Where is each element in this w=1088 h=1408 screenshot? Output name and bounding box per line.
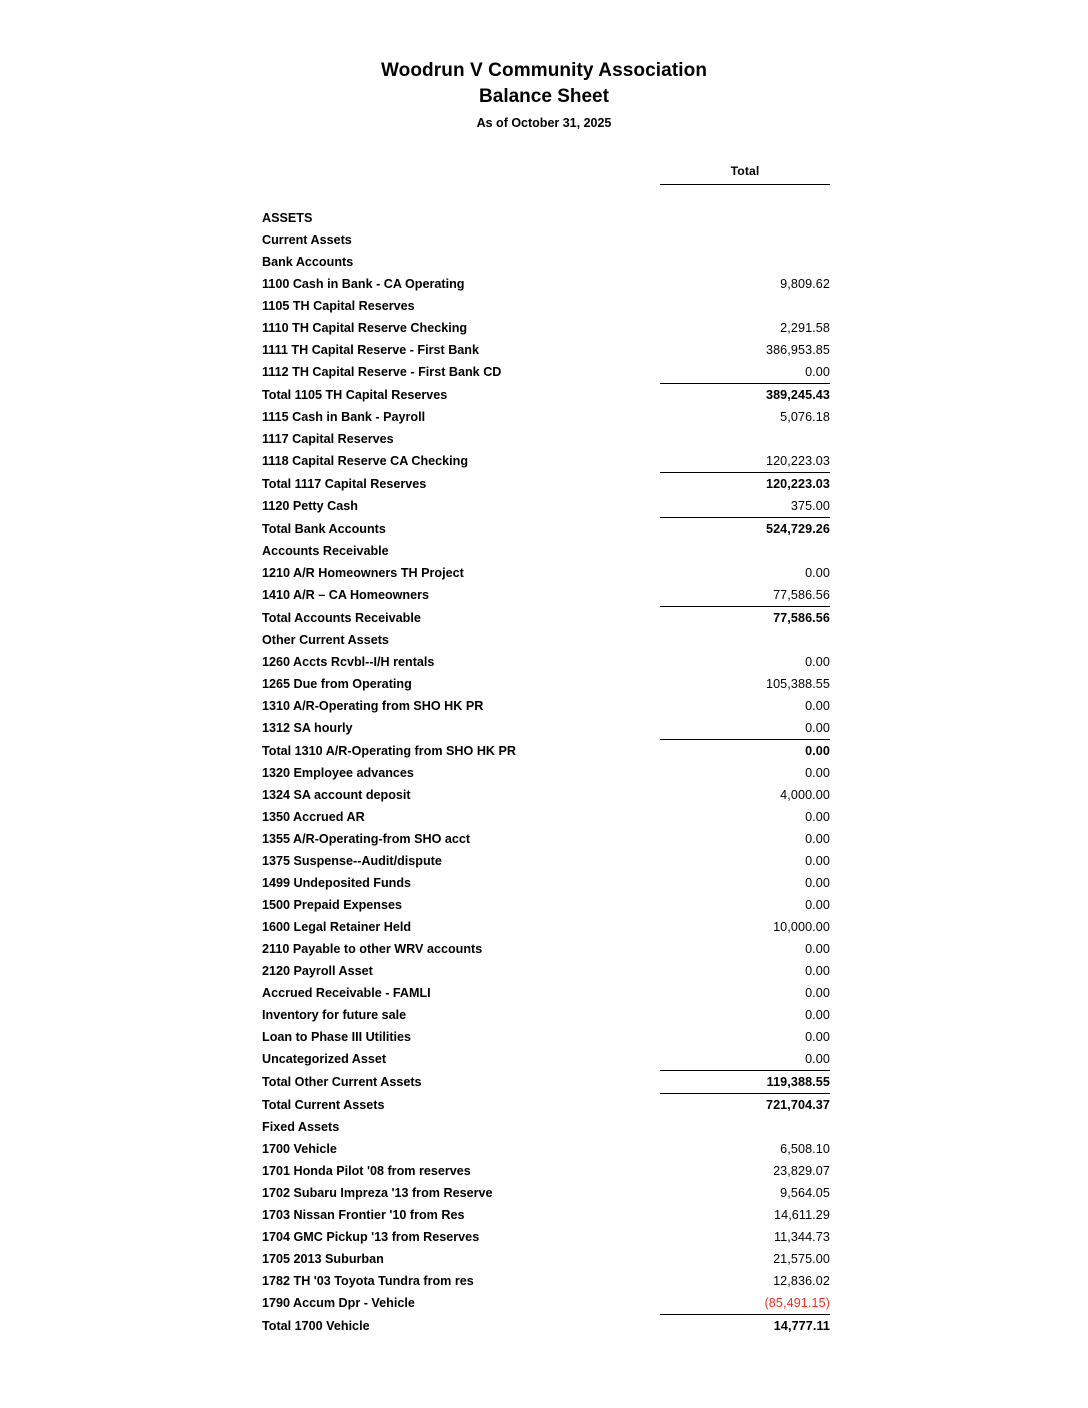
row-value: 721,704.37 <box>660 1093 830 1116</box>
row-label: 1500 Prepaid Expenses <box>262 897 403 912</box>
row-value: 105,388.55 <box>765 676 830 691</box>
table-row <box>262 1093 830 1116</box>
table-row <box>262 1270 830 1292</box>
row-value: 77,586.56 <box>660 606 830 629</box>
table-row <box>262 406 830 428</box>
row-label: 2110 Payable to other WRV accounts <box>262 941 483 956</box>
row-label: Total 1117 Capital Reserves <box>262 476 427 491</box>
row-value <box>660 251 830 273</box>
row-label: 1100 Cash in Bank - CA Operating <box>262 276 465 291</box>
row-label: Total Current Assets <box>262 1097 385 1112</box>
row-value: (85,491.15) <box>764 1295 830 1310</box>
row-label: 2120 Payroll Asset <box>262 963 373 978</box>
row-value: 0.00 <box>805 1029 830 1044</box>
row-label: 1210 A/R Homeowners TH Project <box>262 565 464 580</box>
row-label: 1700 Vehicle <box>262 1141 337 1156</box>
row-label: 1350 Accrued AR <box>262 809 365 824</box>
table-row <box>262 1248 830 1270</box>
balance-sheet-table <box>262 156 830 1337</box>
row-value <box>660 540 830 562</box>
table-row <box>262 673 830 695</box>
row-value <box>660 1116 830 1138</box>
table-row <box>262 383 830 406</box>
row-value: 0.00 <box>805 698 830 713</box>
row-label: ASSETS <box>262 210 313 225</box>
table-row <box>262 938 830 960</box>
row-value: 0.00 <box>805 809 830 824</box>
row-label: Accrued Receivable - FAMLI <box>262 985 431 1000</box>
row-label: 1320 Employee advances <box>262 765 414 780</box>
row-label: Total 1700 Vehicle <box>262 1318 370 1333</box>
table-row <box>262 629 830 651</box>
table-row <box>262 1004 830 1026</box>
row-value: 389,245.43 <box>660 383 830 406</box>
table-row <box>262 1138 830 1160</box>
row-label: 1111 TH Capital Reserve - First Bank <box>262 342 479 357</box>
row-value <box>660 428 830 450</box>
table-row <box>262 1226 830 1248</box>
table-row <box>262 229 830 251</box>
table-row <box>262 806 830 828</box>
table-row <box>262 916 830 938</box>
row-value: 11,344.73 <box>774 1229 830 1244</box>
row-label: 1790 Accum Dpr - Vehicle <box>262 1296 415 1310</box>
table-row <box>262 1026 830 1048</box>
row-value: 14,777.11 <box>660 1314 830 1337</box>
row-label: 1105 TH Capital Reserves <box>262 298 415 313</box>
row-label: 1260 Accts Rcvbl--I/H rentals <box>262 654 435 669</box>
row-label: 1312 SA hourly <box>262 721 353 735</box>
table-row <box>262 1292 830 1315</box>
column-header-rule-spacer <box>262 185 660 207</box>
table-row <box>262 339 830 361</box>
table-row <box>262 562 830 584</box>
column-header-row <box>262 156 830 185</box>
row-value <box>660 207 830 229</box>
row-label: Fixed Assets <box>262 1119 340 1134</box>
row-value: 5,076.18 <box>780 409 830 424</box>
row-value: 10,000.00 <box>773 919 830 934</box>
table-row <box>262 428 830 450</box>
row-label: 1702 Subaru Impreza '13 from Reserve <box>262 1185 493 1200</box>
row-value: 0.00 <box>805 1051 830 1066</box>
row-label: 1265 Due from Operating <box>262 676 412 691</box>
row-label: 1355 A/R-Operating-from SHO acct <box>262 831 471 846</box>
row-value: 23,829.07 <box>773 1163 830 1178</box>
table-row <box>262 872 830 894</box>
row-label: 1701 Honda Pilot '08 from reserves <box>262 1163 471 1178</box>
row-label: Uncategorized Asset <box>262 1052 387 1066</box>
table-row <box>262 1314 830 1337</box>
row-label: Loan to Phase III Utilities <box>262 1029 412 1044</box>
row-value: 0.00 <box>660 739 830 762</box>
row-label: 1310 A/R-Operating from SHO HK PR <box>262 698 484 713</box>
row-label: Total Other Current Assets <box>262 1075 422 1089</box>
table-row <box>262 317 830 339</box>
table-row <box>262 1070 830 1093</box>
table-row <box>262 450 830 473</box>
row-value: 0.00 <box>805 963 830 978</box>
row-value: 119,388.55 <box>660 1070 830 1093</box>
row-value: 386,953.85 <box>765 342 830 357</box>
row-label: Total Bank Accounts <box>262 521 386 536</box>
table-row <box>262 517 830 540</box>
row-value <box>660 229 830 251</box>
row-label: Other Current Assets <box>262 632 389 647</box>
column-header-total: Total <box>730 164 760 178</box>
row-value: 9,809.62 <box>780 276 830 291</box>
row-value: 0.00 <box>805 720 830 735</box>
row-label: 1120 Petty Cash <box>262 499 358 513</box>
table-row <box>262 273 830 295</box>
table-row <box>262 495 830 518</box>
report-period: As of October 31, 2025 <box>476 116 612 130</box>
row-value: 2,291.58 <box>780 320 830 335</box>
table-row <box>262 606 830 629</box>
balance-sheet-header-rows <box>262 156 830 207</box>
row-label: 1324 SA account deposit <box>262 787 411 802</box>
table-row <box>262 894 830 916</box>
row-value: 524,729.26 <box>660 517 830 540</box>
row-label: 1600 Legal Retainer Held <box>262 919 412 934</box>
row-value: 77,586.56 <box>773 587 830 602</box>
table-row <box>262 584 830 607</box>
report-header <box>0 0 1088 134</box>
row-value: 0.00 <box>805 875 830 890</box>
table-row <box>262 540 830 562</box>
table-row <box>262 1160 830 1182</box>
row-label: 1705 2013 Suburban <box>262 1251 384 1266</box>
row-value: 120,223.03 <box>660 472 830 495</box>
balance-sheet-rows <box>262 207 830 1337</box>
row-label: 1110 TH Capital Reserve Checking <box>262 320 468 335</box>
row-value: 9,564.05 <box>780 1185 830 1200</box>
row-label: 1703 Nissan Frontier '10 from Res <box>262 1207 465 1222</box>
row-label: 1115 Cash in Bank - Payroll <box>262 409 426 424</box>
row-value: 4,000.00 <box>780 787 830 802</box>
table-row <box>262 361 830 384</box>
row-label: Inventory for future sale <box>262 1007 407 1022</box>
row-value: 14,611.29 <box>774 1207 830 1222</box>
row-label: 1499 Undeposited Funds <box>262 875 412 890</box>
table-row <box>262 1116 830 1138</box>
table-row <box>262 850 830 872</box>
column-header-label <box>262 156 660 185</box>
table-row <box>262 960 830 982</box>
table-row <box>262 1182 830 1204</box>
table-row <box>262 651 830 673</box>
row-value: 0.00 <box>805 985 830 1000</box>
row-value: 120,223.03 <box>765 453 830 468</box>
row-label: 1704 GMC Pickup '13 from Reserves <box>262 1229 480 1244</box>
row-value: 0.00 <box>805 897 830 912</box>
row-value: 0.00 <box>805 765 830 780</box>
table-row <box>262 739 830 762</box>
table-row <box>262 295 830 317</box>
row-value: 12,836.02 <box>773 1273 830 1288</box>
row-label: Current Assets <box>262 232 352 247</box>
table-row <box>262 717 830 740</box>
row-label: 1375 Suspense--Audit/dispute <box>262 853 442 868</box>
row-value: 0.00 <box>805 654 830 669</box>
table-row <box>262 1048 830 1071</box>
row-label: Bank Accounts <box>262 254 354 269</box>
table-row <box>262 472 830 495</box>
row-label: Accounts Receivable <box>262 543 389 558</box>
table-row <box>262 982 830 1004</box>
table-row <box>262 828 830 850</box>
row-value: 0.00 <box>805 1007 830 1022</box>
row-label: 1117 Capital Reserves <box>262 431 394 446</box>
row-value <box>660 295 830 317</box>
table-row <box>262 207 830 229</box>
row-label: 1118 Capital Reserve CA Checking <box>262 454 469 468</box>
column-header-rule-row <box>262 185 830 207</box>
row-value: 21,575.00 <box>773 1251 830 1266</box>
row-label: 1410 A/R – CA Homeowners <box>262 588 430 602</box>
balance-sheet-table-wrap <box>0 156 1088 1337</box>
table-row <box>262 784 830 806</box>
row-value: 0.00 <box>805 364 830 379</box>
row-value <box>660 629 830 651</box>
table-row <box>262 695 830 717</box>
row-value: 6,508.10 <box>780 1141 830 1156</box>
row-value: 0.00 <box>805 941 830 956</box>
column-header-rule <box>660 185 830 207</box>
company-name: Woodrun V Community Association <box>380 60 708 81</box>
table-row <box>262 1204 830 1226</box>
row-value: 0.00 <box>805 831 830 846</box>
row-label: 1782 TH '03 Toyota Tundra from res <box>262 1273 474 1288</box>
row-value: 375.00 <box>790 498 830 513</box>
row-label: 1112 TH Capital Reserve - First Bank CD <box>262 365 502 379</box>
row-label: Total 1310 A/R-Operating from SHO HK PR <box>262 743 517 758</box>
report-title: Balance Sheet <box>479 86 609 107</box>
table-row <box>262 251 830 273</box>
row-label: Total Accounts Receivable <box>262 610 421 625</box>
row-value: 0.00 <box>805 565 830 580</box>
table-row <box>262 762 830 784</box>
row-value: 0.00 <box>805 853 830 868</box>
row-label: Total 1105 TH Capital Reserves <box>262 387 448 402</box>
